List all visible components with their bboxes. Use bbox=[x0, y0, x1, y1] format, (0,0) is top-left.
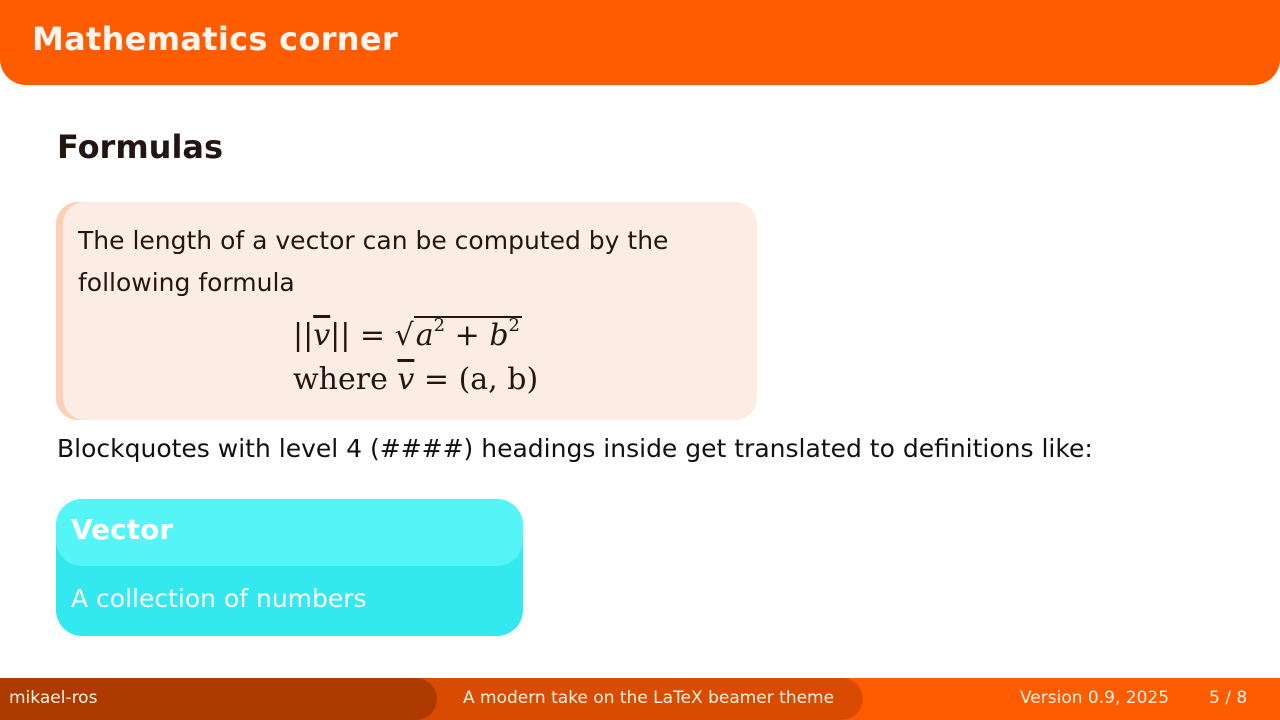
footer-version: Version 0.9, 2025 bbox=[1020, 688, 1170, 708]
vector-length-formula bbox=[293, 314, 538, 402]
formula-norm-close: || = bbox=[330, 318, 386, 353]
formula-where: where bbox=[293, 362, 388, 397]
footer-bar bbox=[0, 678, 1280, 720]
definition-block bbox=[56, 499, 523, 636]
formula-line-2 bbox=[293, 358, 538, 402]
formula-tuple: = (a, b) bbox=[423, 362, 539, 397]
blockquote bbox=[56, 202, 757, 420]
footer-left-segment bbox=[0, 678, 437, 720]
footer-title: A modern take on the LaTeX beamer theme bbox=[463, 688, 835, 708]
description-text: Blockquotes with level 4 (####) headings inside get translated to definitions like: bbox=[57, 434, 1093, 463]
formula-a-exponent: 2 bbox=[433, 315, 446, 336]
formula-plus: + bbox=[454, 318, 480, 353]
blockquote-line-2: following formula bbox=[78, 268, 295, 297]
header-bar bbox=[0, 0, 1280, 85]
definition-title: Vector bbox=[71, 513, 174, 546]
formula-sqrt: $√a^2 + b^2$ bbox=[394, 315, 520, 353]
formula-line-1 bbox=[293, 314, 538, 358]
section-heading: Formulas bbox=[57, 128, 224, 166]
formula-a: a bbox=[415, 318, 434, 353]
formula-vector-v: $\overline{v}$ bbox=[313, 318, 331, 353]
footer-author: mikael-ros bbox=[9, 688, 98, 708]
blockquote-text bbox=[78, 220, 738, 304]
formula-vector-v-2: $\overline{v}$ bbox=[397, 362, 415, 397]
formula-b: b bbox=[489, 318, 509, 353]
frame-title: Mathematics corner bbox=[32, 20, 398, 58]
footer-page-number: 5 / 8 bbox=[1209, 688, 1248, 708]
formula-norm-open: || bbox=[293, 318, 314, 353]
formula-b-exponent: 2 bbox=[508, 315, 520, 336]
definition-body: A collection of numbers bbox=[71, 584, 367, 613]
definition-header bbox=[56, 499, 523, 566]
blockquote-line-1: The length of a vector can be computed by the bbox=[78, 226, 669, 255]
formula-radicand bbox=[414, 316, 522, 353]
